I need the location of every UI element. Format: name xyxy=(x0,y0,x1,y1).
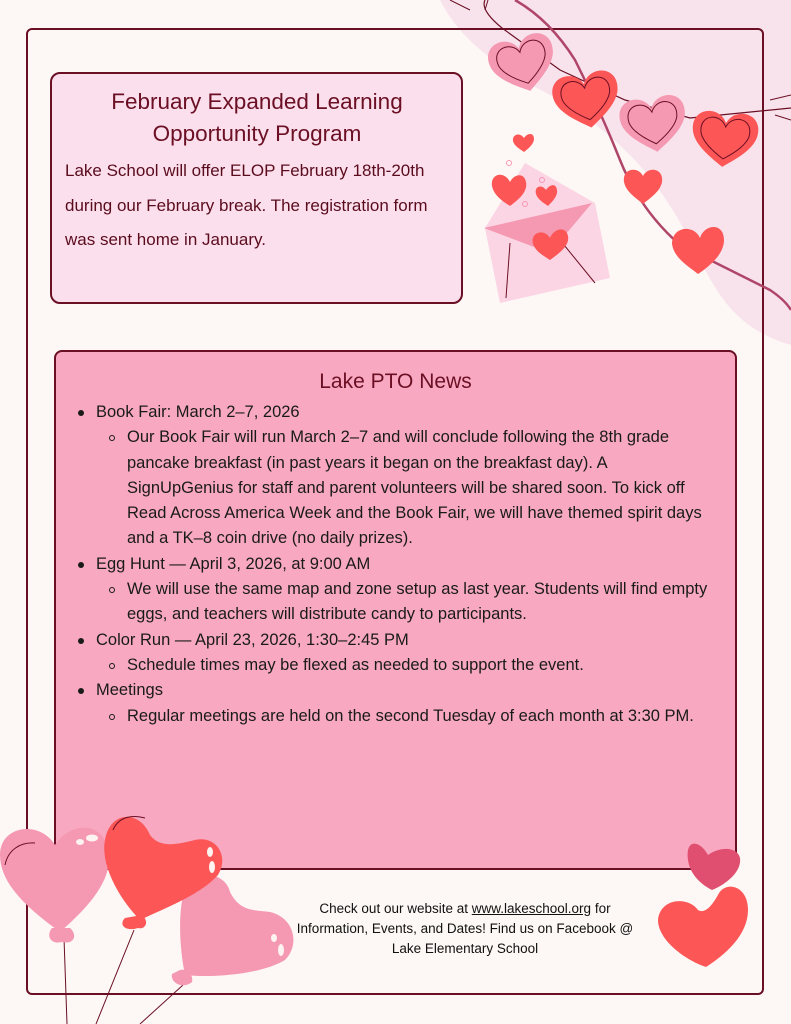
elop-body: Lake School will offer ELOP February 18th-20th during our February break. The registration form was sent home in January. xyxy=(65,161,428,249)
news-item-detail: Schedule times may be flexed as needed to support the event. xyxy=(96,653,715,678)
heart-balloons-icon xyxy=(0,800,300,1024)
footer-text xyxy=(283,899,647,959)
news-item-color-run xyxy=(76,628,715,679)
news-item-detail: Our Book Fair will run March 2–7 and will conclude following the 8th grade pancake breakfast (in past years it began on the breakfast day). A SignUpGenius for staff and parent volunteers will be shared soon. To kick off Read Across America Week and the Book Fair, we will have themed spirit days and a TK–8 coin drive (no daily prizes). xyxy=(96,425,715,551)
hearts-decoration-icon xyxy=(650,830,760,975)
news-item-egg-hunt xyxy=(76,552,715,628)
news-item-label: Book Fair: March 2–7, 2026 xyxy=(96,403,300,421)
news-item-label: Color Run — April 23, 2026, 1:30–2:45 PM xyxy=(96,630,409,649)
elop-card xyxy=(50,72,463,304)
news-item-label: Egg Hunt — April 3, 2026, at 9:00 AM xyxy=(96,554,371,573)
news-item-label: Meetings xyxy=(96,681,163,700)
website-link[interactable]: www.lakeschool.org xyxy=(471,901,592,916)
footer-prefix: Check out our website at xyxy=(319,901,472,916)
pto-news-list xyxy=(76,400,715,729)
news-item-meetings xyxy=(76,678,715,729)
news-item-detail: Regular meetings are held on the second Tuesday of each month at 3:30 PM. xyxy=(96,704,715,729)
footer-suffix: for Information, Events, and Dates! Find us on Facebook @ Lake Elementary School xyxy=(296,901,634,956)
elop-title: February Expanded Learning Opportunity Program xyxy=(111,89,403,146)
news-item-detail: We will use the same map and zone setup as last year. Students will find empty eggs, and teachers will distribute candy to participants. xyxy=(96,577,715,628)
news-item-book-fair xyxy=(76,400,715,552)
pto-news-card xyxy=(54,350,737,870)
love-letter-envelope-icon xyxy=(480,128,615,308)
pto-title: Lake PTO News xyxy=(319,370,472,393)
